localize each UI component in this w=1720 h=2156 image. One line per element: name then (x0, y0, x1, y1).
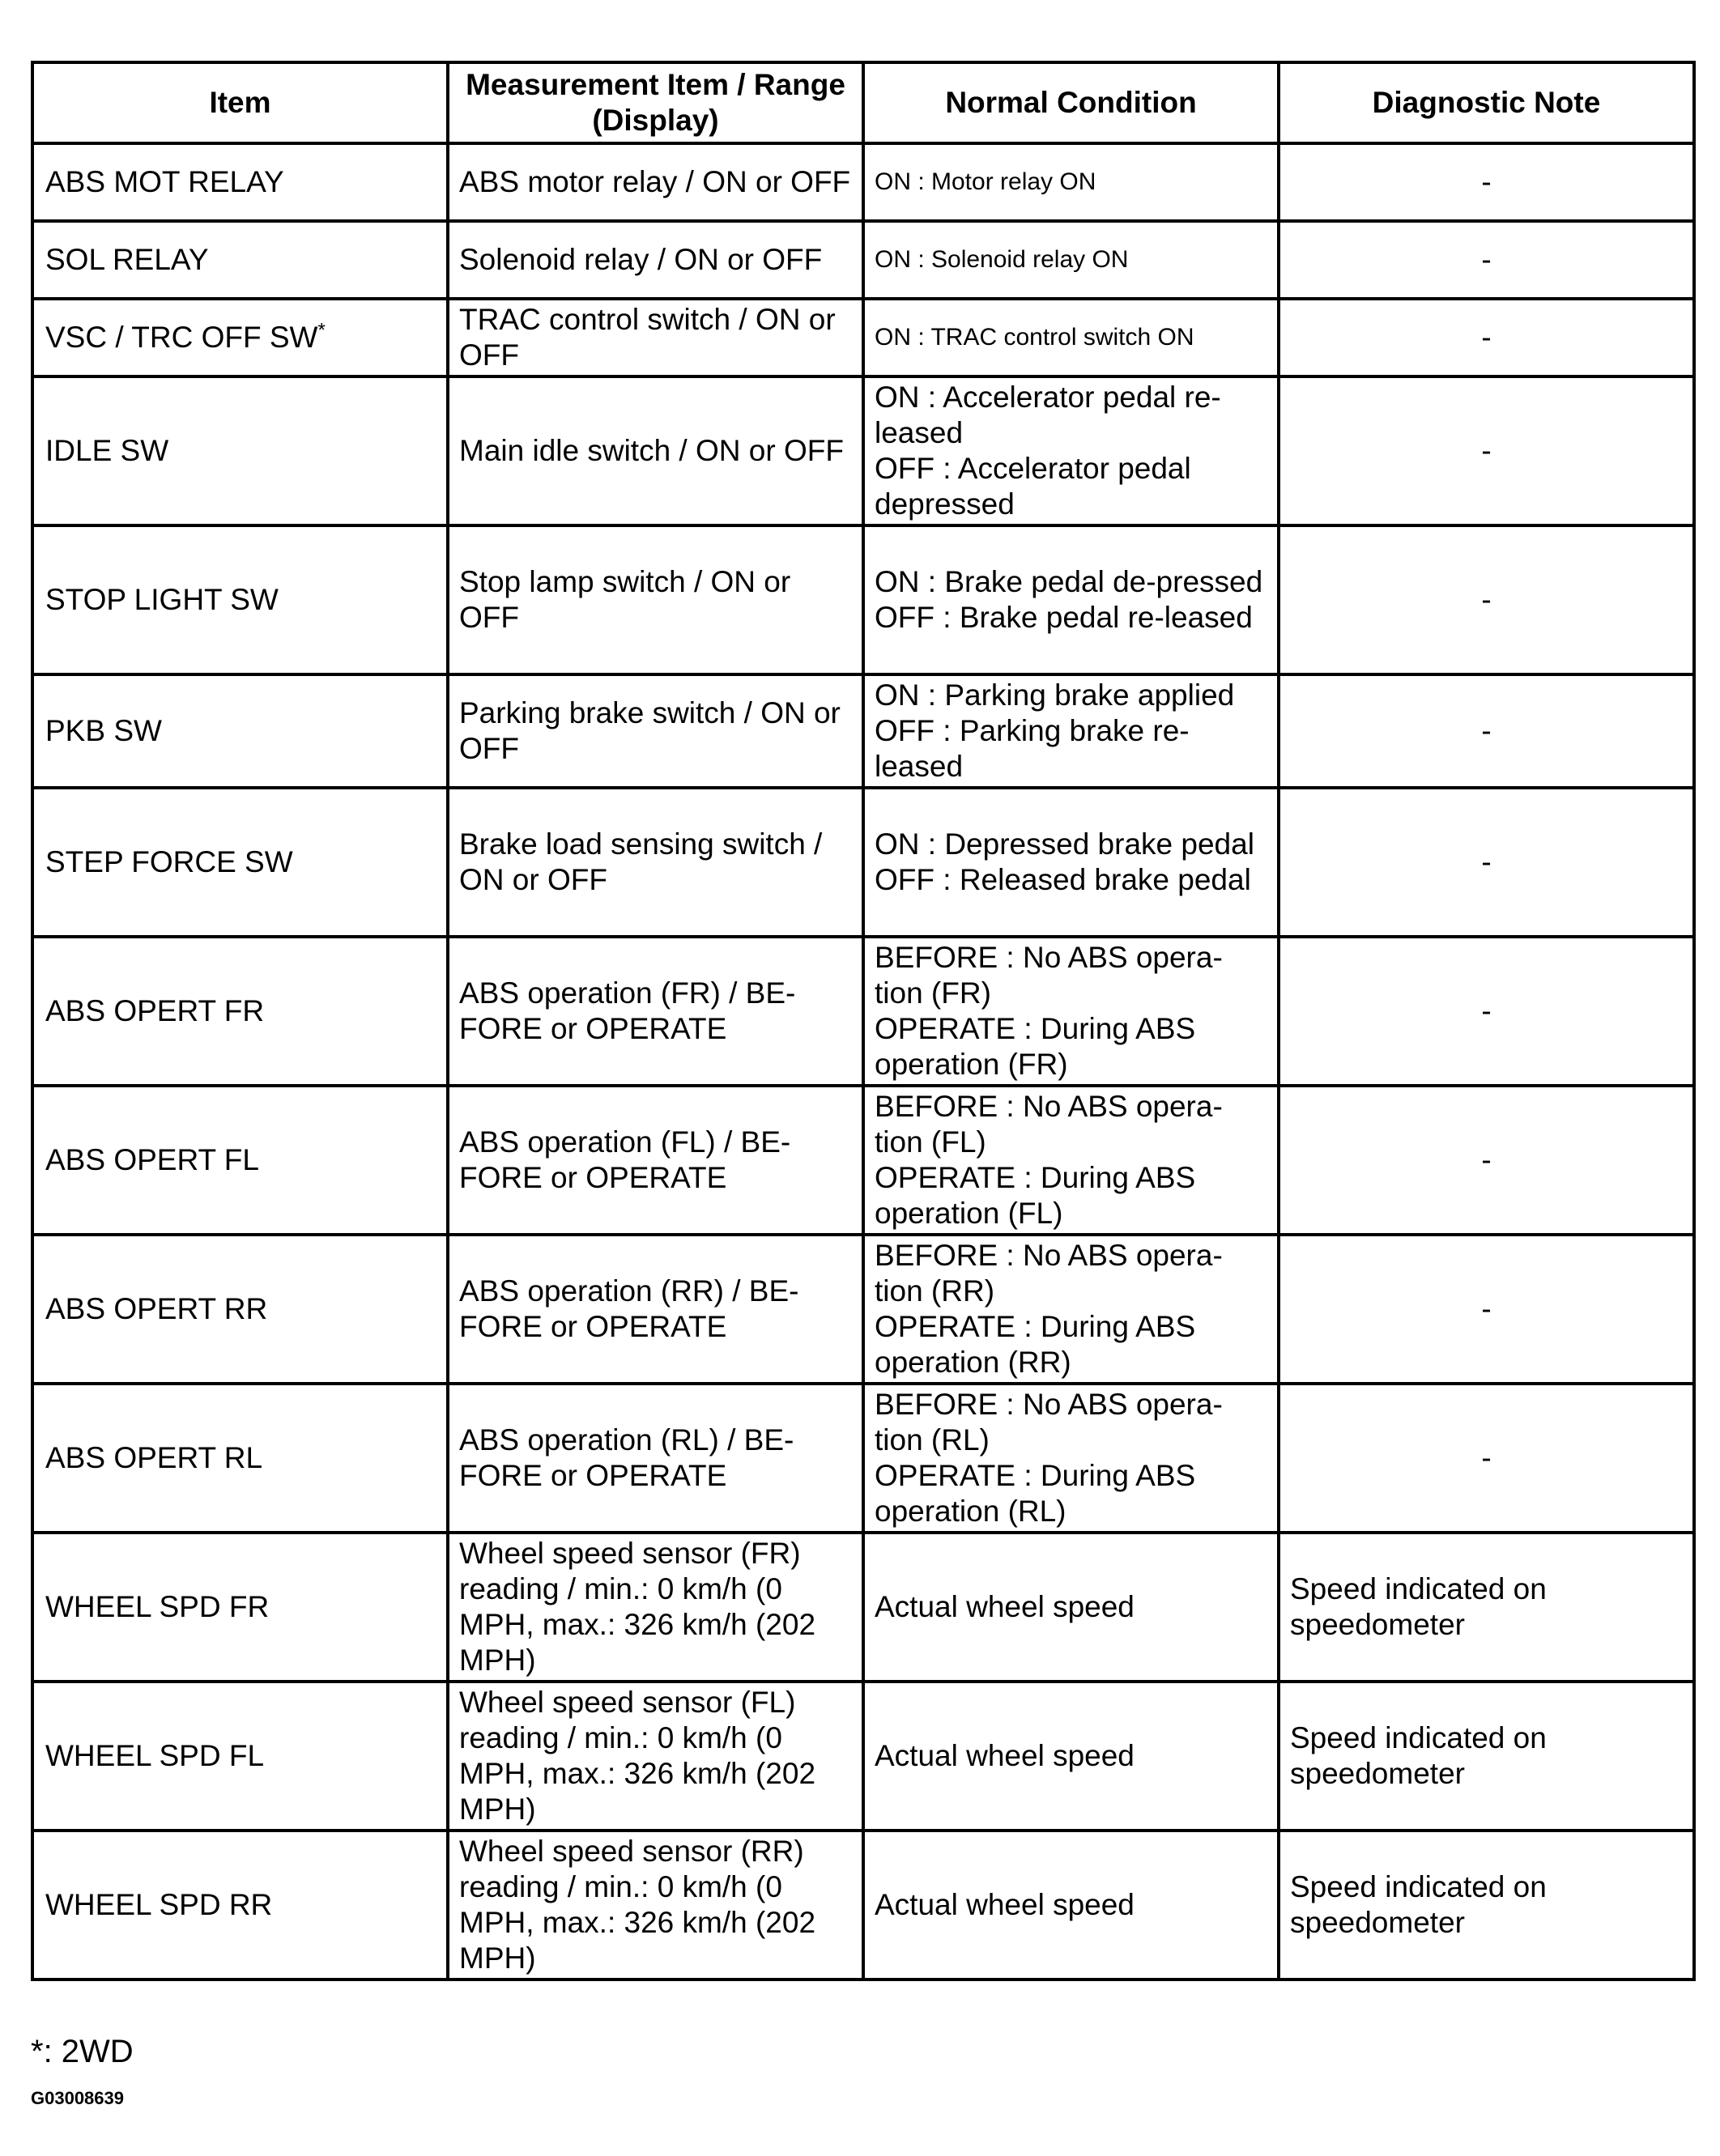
condition-line: ON : Accelerator pedal re-leased (875, 381, 1221, 449)
table-row (32, 1831, 1694, 1980)
header-item: Item (32, 62, 448, 143)
cell-item: STEP FORCE SW (32, 788, 448, 937)
diagnostic-data-table (31, 61, 1696, 1981)
cell-normal-condition (863, 1682, 1279, 1831)
cell-diagnostic-note: - (1279, 376, 1694, 525)
cell-item: WHEEL SPD RR (32, 1831, 448, 1980)
cell-item: SOL RELAY (32, 221, 448, 299)
condition-line: ON : Solenoid relay ON (875, 246, 1129, 273)
cell-diagnostic-note: - (1279, 788, 1694, 937)
cell-diagnostic-note: - (1279, 299, 1694, 376)
table-row (32, 299, 1694, 376)
cell-normal-condition (863, 1384, 1279, 1533)
cell-diagnostic-note: - (1279, 1384, 1694, 1533)
table-row (32, 143, 1694, 221)
condition-line: OPERATE : During ABS operation (FL) (875, 1161, 1196, 1230)
item-label: VSC / TRC OFF SW (45, 321, 318, 354)
cell-normal-condition (863, 674, 1279, 788)
condition-line: Actual wheel speed (875, 1739, 1135, 1772)
header-measurement: Measurement Item / Range (Display) (448, 62, 863, 143)
cell-measurement: Wheel speed sensor (FR) reading / min.: 0 km/h (0 MPH, max.: 326 km/h (202 MPH) (448, 1533, 863, 1682)
condition-line: BEFORE : No ABS opera-tion (RR) (875, 1239, 1223, 1308)
cell-item: IDLE SW (32, 376, 448, 525)
cell-item: ABS OPERT RL (32, 1384, 448, 1533)
condition-line: OPERATE : During ABS operation (FR) (875, 1012, 1196, 1081)
table-row (32, 221, 1694, 299)
condition-line: BEFORE : No ABS opera-tion (FR) (875, 941, 1223, 1010)
cell-measurement: ABS motor relay / ON or OFF (448, 143, 863, 221)
cell-normal-condition (863, 937, 1279, 1086)
cell-measurement: Wheel speed sensor (RR) reading / min.: 0 km/h (0 MPH, max.: 326 km/h (202 MPH) (448, 1831, 863, 1980)
cell-item: ABS OPERT RR (32, 1235, 448, 1384)
condition-line: OFF : Parking brake re-leased (875, 714, 1190, 783)
condition-line: ON : Motor relay ON (875, 168, 1096, 195)
cell-normal-condition (863, 1831, 1279, 1980)
cell-diagnostic-note: - (1279, 937, 1694, 1086)
cell-normal-condition (863, 1533, 1279, 1682)
cell-diagnostic-note: Speed indicated on speedometer (1279, 1533, 1694, 1682)
table-row (32, 376, 1694, 525)
table-row (32, 525, 1694, 674)
cell-measurement: ABS operation (RR) / BE-FORE or OPERATE (448, 1235, 863, 1384)
cell-measurement: Stop lamp switch / ON or OFF (448, 525, 863, 674)
cell-normal-condition (863, 299, 1279, 376)
condition-line: Actual wheel speed (875, 1888, 1135, 1921)
table-row (32, 788, 1694, 937)
condition-line: OFF : Accelerator pedal depressed (875, 452, 1191, 521)
table-header-row (32, 62, 1694, 143)
footnote: *: 2WD (31, 2034, 134, 2069)
header-normal-condition: Normal Condition (863, 62, 1279, 143)
cell-measurement: TRAC control switch / ON or OFF (448, 299, 863, 376)
cell-item: WHEEL SPD FL (32, 1682, 448, 1831)
figure-id: G03008639 (31, 2088, 124, 2108)
cell-measurement: Main idle switch / ON or OFF (448, 376, 863, 525)
cell-diagnostic-note: Speed indicated on speedometer (1279, 1682, 1694, 1831)
cell-measurement: ABS operation (RL) / BE-FORE or OPERATE (448, 1384, 863, 1533)
condition-line: ON : TRAC control switch ON (875, 324, 1194, 351)
cell-item: ABS OPERT FL (32, 1086, 448, 1235)
condition-line: Actual wheel speed (875, 1590, 1135, 1623)
cell-measurement: Parking brake switch / ON or OFF (448, 674, 863, 788)
header-diagnostic-note: Diagnostic Note (1279, 62, 1694, 143)
cell-diagnostic-note: Speed indicated on speedometer (1279, 1831, 1694, 1980)
table-row (32, 937, 1694, 1086)
condition-line: OPERATE : During ABS operation (RL) (875, 1459, 1196, 1528)
cell-item: PKB SW (32, 674, 448, 788)
table-row (32, 1682, 1694, 1831)
condition-line: BEFORE : No ABS opera-tion (RL) (875, 1388, 1223, 1456)
cell-measurement: Wheel speed sensor (FL) reading / min.: 0 km/h (0 MPH, max.: 326 km/h (202 MPH) (448, 1682, 863, 1831)
table-row (32, 1086, 1694, 1235)
cell-normal-condition (863, 788, 1279, 937)
cell-measurement: ABS operation (FL) / BE-FORE or OPERATE (448, 1086, 863, 1235)
cell-normal-condition (863, 221, 1279, 299)
table-row (32, 674, 1694, 788)
table-row (32, 1384, 1694, 1533)
cell-item (32, 299, 448, 376)
cell-item: ABS OPERT FR (32, 937, 448, 1086)
cell-normal-condition (863, 1235, 1279, 1384)
footnote-marker: * (317, 319, 326, 342)
cell-diagnostic-note: - (1279, 674, 1694, 788)
cell-diagnostic-note: - (1279, 1086, 1694, 1235)
cell-measurement: Brake load sensing switch / ON or OFF (448, 788, 863, 937)
cell-normal-condition (863, 525, 1279, 674)
cell-measurement: Solenoid relay / ON or OFF (448, 221, 863, 299)
condition-line: ON : Brake pedal de-pressed (875, 565, 1263, 598)
condition-line: OFF : Released brake pedal (875, 863, 1251, 896)
cell-diagnostic-note: - (1279, 221, 1694, 299)
condition-line: ON : Parking brake applied (875, 678, 1235, 712)
condition-line: ON : Depressed brake pedal (875, 827, 1254, 861)
condition-line: OPERATE : During ABS operation (RR) (875, 1310, 1196, 1379)
cell-item: STOP LIGHT SW (32, 525, 448, 674)
cell-normal-condition (863, 1086, 1279, 1235)
cell-diagnostic-note: - (1279, 1235, 1694, 1384)
cell-item: WHEEL SPD FR (32, 1533, 448, 1682)
table-row (32, 1533, 1694, 1682)
cell-diagnostic-note: - (1279, 143, 1694, 221)
table-row (32, 1235, 1694, 1384)
cell-measurement: ABS operation (FR) / BE-FORE or OPERATE (448, 937, 863, 1086)
condition-line: OFF : Brake pedal re-leased (875, 601, 1253, 634)
cell-normal-condition (863, 376, 1279, 525)
cell-item: ABS MOT RELAY (32, 143, 448, 221)
condition-line: BEFORE : No ABS opera-tion (FL) (875, 1090, 1223, 1159)
cell-normal-condition (863, 143, 1279, 221)
cell-diagnostic-note: - (1279, 525, 1694, 674)
